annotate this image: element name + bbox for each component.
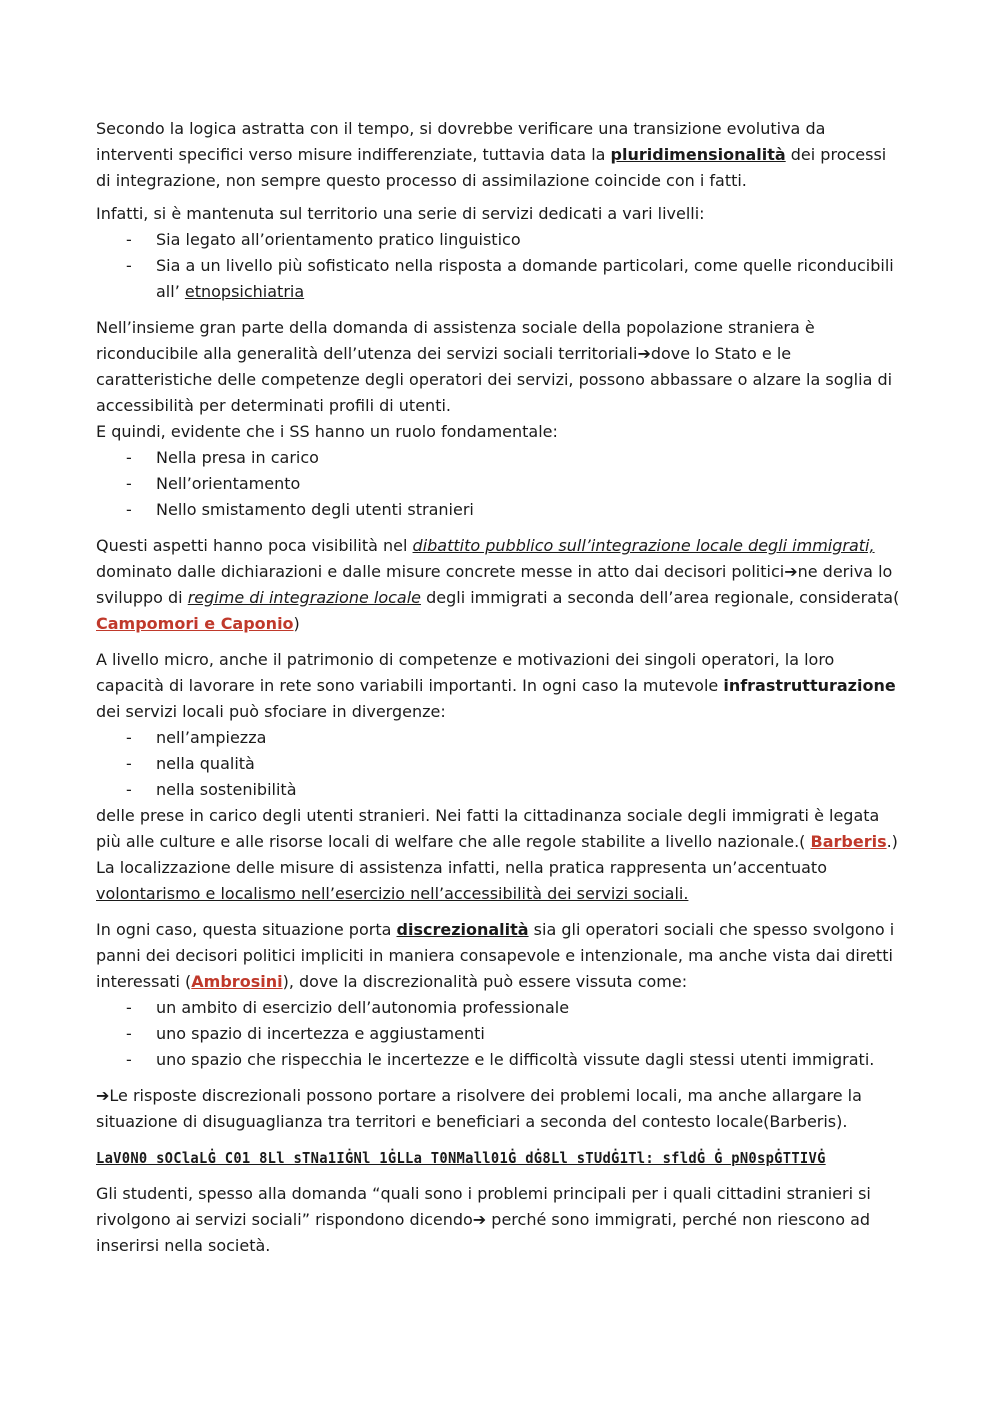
term-infrastrutturazione: infrastrutturazione (723, 676, 896, 695)
citation-ambrosini: Ambrosini (191, 972, 283, 991)
arrow-right-icon: ➔ (784, 562, 798, 581)
paragraph-risposte-discrezionali: ➔Le risposte discrezionali possono portare a risolvere dei problemi locali, ma anche allargare la situazione di disuguaglianza tra territori e beneficiari a seconda del contesto locale(Barberis). (96, 1086, 862, 1131)
paragraph-livello-micro: A livello micro, anche il patrimonio di competenze e motivazioni dei singoli operatori, la loro capacità di lavorare in rete sono variabili importanti. In ogni caso la mutevole infrastrutturazione dei servizi locali può sfociare in divergenze: (96, 650, 896, 721)
paragraph-discrezionalita: In ogni caso, questa situazione porta discrezionalità sia gli operatori sociali che spesso svolgono i panni dei decisori politici impliciti in maniera consapevole e intenzionale, ma anche vista dai diretti interessati (Ambrosini), dove la discrezionalità può essere vissuta come: (96, 920, 895, 991)
citation-barberis: Barberis (810, 832, 887, 851)
term-volontarismo-localismo: volontarismo e localismo nell’esercizio nell’accessibilità dei servizi sociali. (96, 884, 689, 903)
paragraph-studenti: Gli studenti, spesso alla domanda “quali sono i problemi principali per i quali cittadini stranieri si rivolgono ai servizi sociali” rispondono dicendo➔ perché sono immigrati, perché non riescono ad inserirsi nella società. (96, 1184, 871, 1255)
list-item: - nella qualità (96, 751, 904, 777)
list-item: - nella sostenibilità (96, 777, 904, 803)
list-item: - Nell’orientamento (96, 471, 904, 497)
paragraph-dibattito-pubblico: Questi aspetti hanno poca visibilità nel dibattito pubblico sull’integrazione locale degli immigrati, dominato dalle dichiarazioni e dalle misure concrete messe in atto dai decisori politici➔ne deriva lo sviluppo di regime di integrazione locale degli immigrati a seconda dell’area regionale, considerata( Campomori e Caponio) (96, 536, 900, 633)
term-pluridimensionalita: pluridimensionalità (610, 145, 786, 164)
document-page (96, 116, 904, 1259)
list-item: - Sia a un livello più sofisticato nella risposta a domande particolari, come quelle riconducibili all’ etnopsichiatria (96, 253, 904, 305)
arrow-right-icon: ➔ (96, 1086, 110, 1105)
list-item: - Nella presa in carico (96, 445, 904, 471)
list-ruoli-ss (96, 445, 904, 523)
paragraph-servizi-dedicati: Infatti, si è mantenuta sul territorio una serie di servizi dedicati a vari livelli: (96, 204, 705, 223)
citation-campomori-caponio: Campomori e Caponio (96, 614, 294, 633)
paragraph-logica-astratta: Secondo la logica astratta con il tempo, si dovrebbe verificare una transizione evolutiva da interventi specifici verso misure indifferenziate, tuttavia data la pluridimensionalità dei processi di integrazione, non sempre questo processo di assimilazione coincide con i fatti. (96, 119, 887, 190)
list-item: - Nello smistamento degli utenti stranieri (96, 497, 904, 523)
paragraph-prese-in-carico: delle prese in carico degli utenti stranieri. Nei fatti la cittadinanza sociale degli immigrati è legata più alle culture e alle risorse locali di welfare che alle regole stabilite a livello nazionale.( Barberis.) La localizzazione delle misure di assistenza infatti, nella pratica rappresenta un’accentuato volontarismo e localismo nell’esercizio nell’accessibilità dei servizi sociali. (96, 806, 898, 903)
paragraph-domanda-assistenza: Nell’insieme gran parte della domanda di assistenza sociale della popolazione straniera è riconducibile alla generalità dell’utenza dei servizi sociali territoriali➔dove lo Stato e le caratteristiche delle competenze degli operatori dei servizi, possono abbassare o alzare la soglia di accessibilità per determinati profili di utenti. E quindi, evidente che i SS hanno un ruolo fondamentale: (96, 318, 893, 441)
arrow-right-icon: ➔ (637, 344, 651, 363)
list-item: - un ambito di esercizio dell’autonomia professionale (96, 995, 904, 1021)
arrow-right-icon: ➔ (472, 1210, 487, 1229)
section-heading: LaV0N0 sOClaLĠ C01 8Ll sTNa1IĠNl 1ĠLLa T0NMall01Ġ dĠ8Ll sTUdĠ1Tl: sfldĠ Ġ pN0spĠTTIVĠ (96, 1149, 826, 1167)
term-regime-integrazione: regime di integrazione locale (187, 588, 422, 607)
list-item: - nell’ampiezza (96, 725, 904, 751)
term-etnopsichiatria: etnopsichiatria (184, 282, 305, 301)
list-item: - uno spazio che rispecchia le incertezze e le difficoltà vissute dagli stessi utenti immigrati. (96, 1047, 904, 1073)
term-discrezionalita: discrezionalità (396, 920, 529, 939)
list-item: - Sia legato all’orientamento pratico linguistico (96, 227, 904, 253)
list-livelli-servizi (96, 227, 904, 305)
list-item: - uno spazio di incertezza e aggiustamenti (96, 1021, 904, 1047)
list-discrezionalita (96, 995, 904, 1073)
list-divergenze (96, 725, 904, 803)
term-dibattito-pubblico: dibattito pubblico sull’integrazione locale degli immigrati, (412, 536, 875, 555)
